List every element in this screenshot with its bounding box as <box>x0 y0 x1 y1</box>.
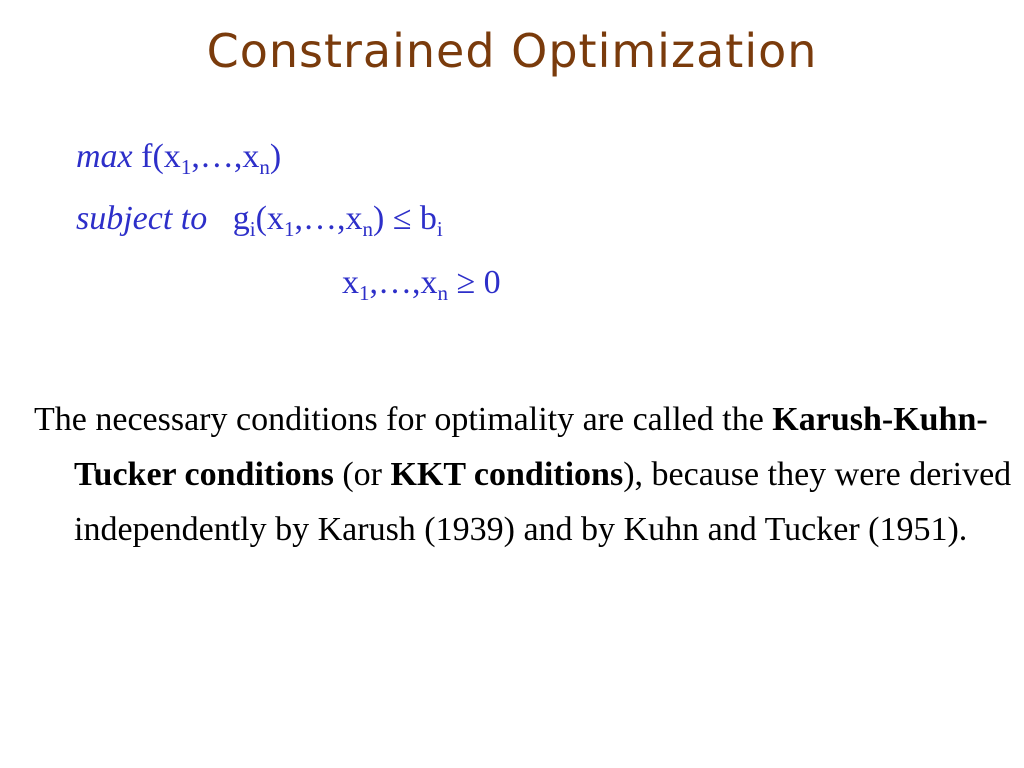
constraint-expr-d: ) ≤ b <box>372 200 437 237</box>
constraint-formula <box>76 200 443 241</box>
para-part1: The necessary conditions for optimality are called the <box>34 401 773 438</box>
subject-to-keyword: subject to <box>76 200 208 237</box>
kkt-abbreviation: KKT conditions <box>390 456 624 493</box>
constraint-expr-c: ,…,x <box>294 200 363 237</box>
objective-expr-b: ,…,x <box>191 138 260 175</box>
nonneg-expr-b: ,…,x <box>369 264 438 301</box>
constraint-expr-a: g <box>232 200 250 237</box>
nonneg-expr-a: x <box>342 264 359 301</box>
slide-title: Constrained Optimization <box>206 24 818 78</box>
objective-expr-a: f(x <box>141 138 181 175</box>
nonneg-expr-c: ≥ 0 <box>448 264 501 301</box>
constraint-sub-1: 1 <box>283 217 295 241</box>
constraint-expr-b: (x <box>255 200 284 237</box>
objective-formula <box>76 138 282 179</box>
objective-expr-c: ) <box>269 138 282 175</box>
constraint-sub-i: i <box>249 217 256 241</box>
para-part3: ), because they were derived independently by Karush (1939) and by Kuhn and Tucker (1951). <box>74 456 1012 548</box>
kkt-full-name: Karush-Kuhn-Tucker conditions <box>74 401 988 493</box>
objective-sub-n: n <box>259 155 270 179</box>
nonneg-sub-1: 1 <box>359 281 370 305</box>
nonnegativity-formula <box>342 264 501 305</box>
para-part2: (or <box>333 456 391 493</box>
nonneg-sub-n: n <box>437 281 448 305</box>
constraint-sub-n: n <box>362 217 373 241</box>
objective-sub-1: 1 <box>180 155 192 179</box>
constraint-sub-i2: i <box>436 217 443 241</box>
kkt-paragraph <box>34 392 1024 557</box>
max-keyword: max <box>76 138 133 175</box>
